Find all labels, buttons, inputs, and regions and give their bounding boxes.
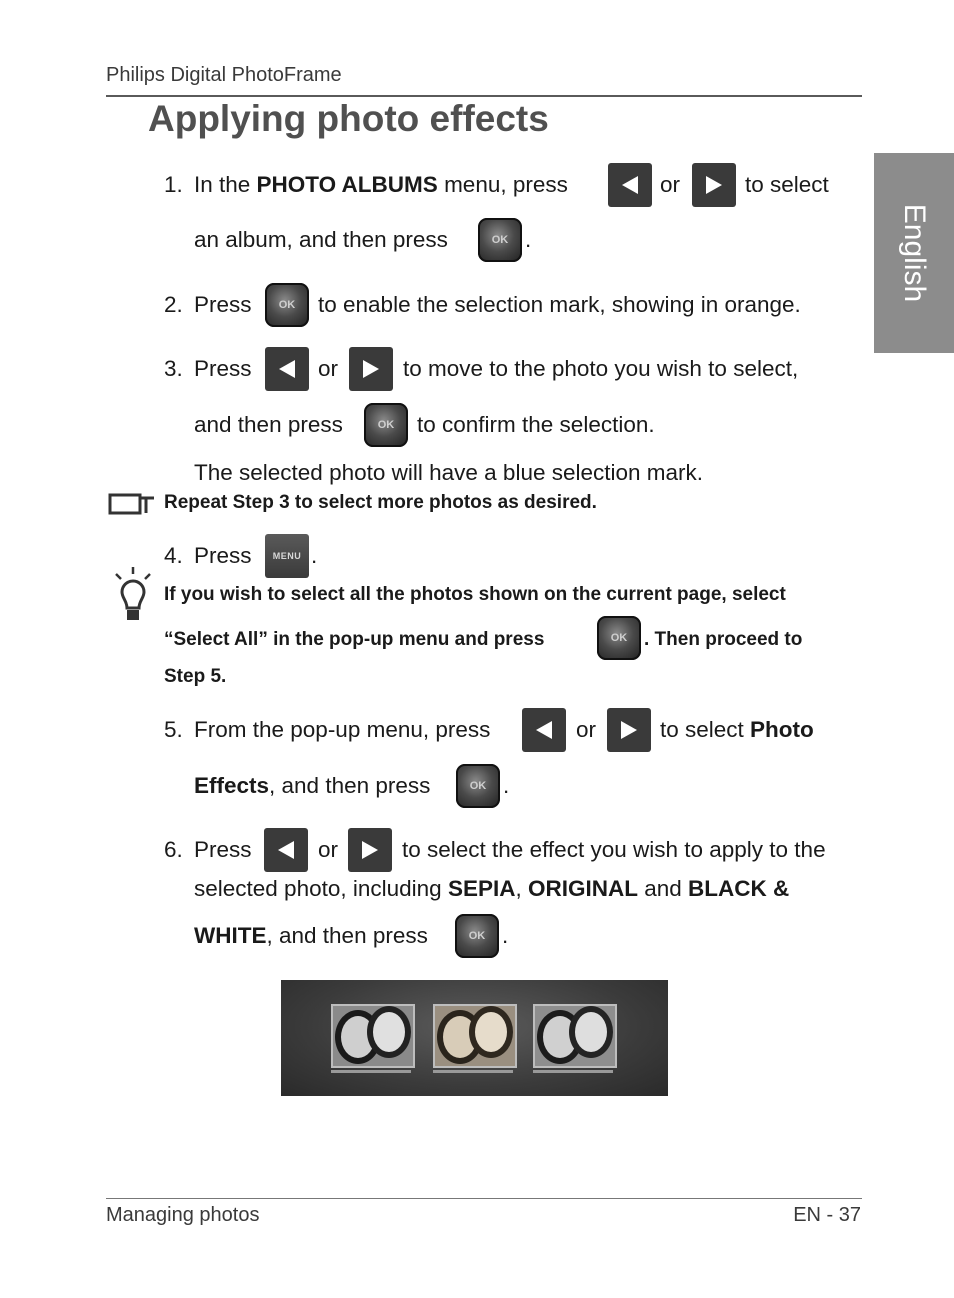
right-arrow-icon <box>348 828 392 872</box>
step-3-text-c: and then press <box>194 412 343 437</box>
effect-thumbnail-3-caption <box>533 1070 613 1073</box>
header-rule <box>106 95 862 97</box>
step-5-or: or <box>576 717 597 742</box>
tip-line-1: If you wish to select all the photos shown on the current page, select <box>164 584 786 605</box>
right-arrow-icon <box>349 347 393 391</box>
running-header: Philips Digital PhotoFrame <box>106 64 342 86</box>
step-6-text-c: selected photo, including SEPIA, ORIGINAL and BLACK & <box>194 876 790 901</box>
step-2-text-b: to enable the selection mark, showing in orange. <box>318 292 801 317</box>
step-2-number: 2. <box>164 292 183 317</box>
step-1-or: or <box>660 172 681 197</box>
step-3-or: or <box>318 356 339 381</box>
ok-button-icon: OK <box>597 616 641 660</box>
ok-button-icon: OK <box>265 283 309 327</box>
step-6-text-d: WHITE, and then press <box>194 923 428 948</box>
left-arrow-icon <box>522 708 566 752</box>
effect-thumbnail-2 <box>433 1004 517 1068</box>
step-4-number: 4. <box>164 543 183 568</box>
step-3-text-a: Press <box>194 356 252 381</box>
step-3-text-d: to confirm the selection. <box>417 412 655 437</box>
step-5-text-b: to select Photo <box>660 717 814 742</box>
left-arrow-icon <box>264 828 308 872</box>
left-arrow-icon <box>608 163 652 207</box>
lightbulb-icon <box>110 566 156 622</box>
ok-button-icon: OK <box>455 914 499 958</box>
menu-button-icon: MENU <box>265 534 309 578</box>
right-arrow-icon <box>692 163 736 207</box>
step-3-number: 3. <box>164 356 183 381</box>
step-6-text-b: to select the effect you wish to apply to the <box>402 837 826 862</box>
step-1-text-a: In the PHOTO ALBUMS menu, press <box>194 172 568 197</box>
step-2-text-a: Press <box>194 292 252 317</box>
step-3-result: The selected photo will have a blue selection mark. <box>194 460 704 485</box>
ok-button-icon: OK <box>456 764 500 808</box>
effect-thumbnail-1 <box>331 1004 415 1068</box>
note-text: Repeat Step 3 to select more photos as desired. <box>164 492 597 513</box>
step-3-text-b: to move to the photo you wish to select, <box>403 356 799 381</box>
footer-section: Managing photos <box>106 1204 260 1226</box>
step-5-period: . <box>503 773 510 798</box>
step-1-number: 1. <box>164 172 183 197</box>
step-4-period: . <box>311 543 318 568</box>
ok-button-icon: OK <box>364 403 408 447</box>
tip-line-3: Step 5. <box>164 666 227 687</box>
effect-thumbnail-2-caption <box>433 1070 513 1073</box>
step-4-text-a: Press <box>194 543 252 568</box>
page-title: Applying photo effects <box>148 98 549 139</box>
effect-thumbnail-3 <box>533 1004 617 1068</box>
page-number: EN - 37 <box>793 1204 861 1226</box>
photo-effects-preview-image <box>281 980 668 1096</box>
effect-thumbnail-1-caption <box>331 1070 411 1073</box>
left-arrow-icon <box>265 347 309 391</box>
right-arrow-icon <box>607 708 651 752</box>
step-6-number: 6. <box>164 837 183 862</box>
step-1-period: . <box>525 227 532 252</box>
language-tab-label: English <box>898 203 931 303</box>
step-6-text-a: Press <box>194 837 252 862</box>
note-icon <box>108 492 156 516</box>
tip-line-2a: “Select All” in the pop-up menu and press <box>164 629 545 650</box>
step-1-text-c: an album, and then press <box>194 227 448 252</box>
step-5-text-c: Effects, and then press <box>194 773 431 798</box>
tip-line-2b: . Then proceed to <box>644 629 803 650</box>
step-6-or: or <box>318 837 339 862</box>
footer-rule <box>106 1198 862 1199</box>
step-5-number: 5. <box>164 717 183 742</box>
step-5-text-a: From the pop-up menu, press <box>194 717 491 742</box>
ok-button-icon: OK <box>478 218 522 262</box>
language-tab <box>874 153 954 353</box>
step-6-period: . <box>502 923 509 948</box>
step-1-text-b: to select <box>745 172 829 197</box>
